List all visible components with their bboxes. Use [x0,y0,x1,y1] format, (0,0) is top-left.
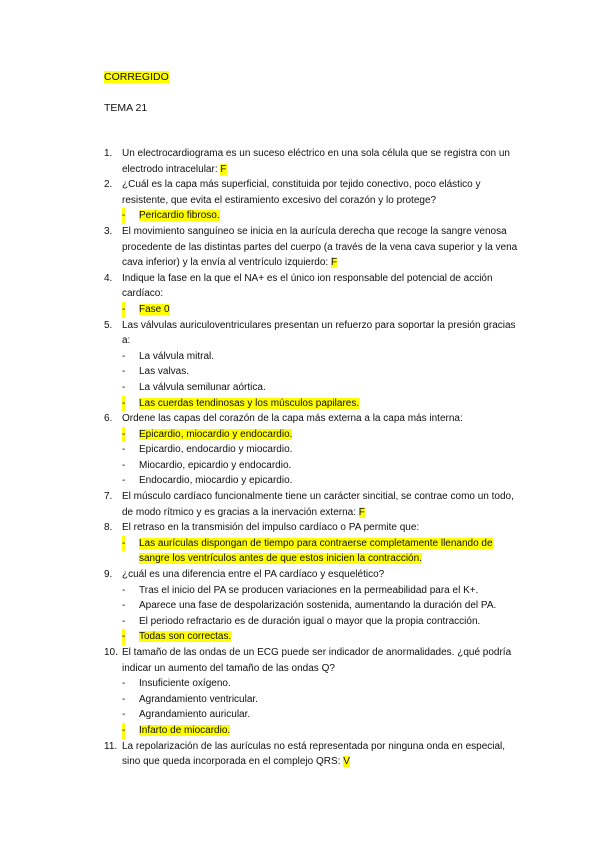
option-correct [104,536,524,567]
question-text: Indique la fase en la que el NA+ es el único ion responsable del potencial de acción cardíaco: [122,272,493,300]
option-text: Fase 0 [139,303,170,315]
option [104,692,524,708]
dash-bullet: - [122,536,125,552]
question-item [104,489,524,520]
question-number: 8. [104,522,113,534]
question-number: 3. [104,225,113,237]
dash-bullet: - [122,427,125,443]
question-item [104,224,524,271]
question-text-block [122,224,524,271]
topic-title: TEMA 21 [104,102,148,114]
option-text: Las valvas. [139,366,190,378]
question-text: El movimiento sanguíneo se inicia en la aurícula derecha que recoge la sangre venosa procedente de las distintas partes del cuerpo (a través de la vena cava superior y la vena cava inferior) y la envía al ventrículo izquierdo: [122,225,518,269]
question-number: 10. [104,647,118,658]
option-text: Epicardio, miocardio y endocardio. [139,428,293,440]
dash-bullet: - [122,208,125,224]
question-text-block [122,520,524,536]
question-text: Un electrocardiograma es un suceso eléctrico en una sola célula que se registra con un electrodo intracelular: [122,148,510,175]
dash-bullet: - [122,444,126,456]
option [104,676,524,692]
option-text: El periodo refractario es de duración igual o mayor que la propia contracción. [139,615,481,627]
question-text-block [122,645,524,676]
question-number: 5. [104,319,113,331]
dash-bullet: - [122,366,126,378]
question-number: 11. [104,740,118,752]
answer-mark: F [358,506,365,518]
dash-bullet: - [122,678,126,690]
option [104,380,524,396]
question-item [104,411,524,427]
dash-bullet: - [122,629,125,645]
question-text: El músculo cardíaco funcionalmente tiene un carácter sincitial, se contrae como un todo, de modo rítmico y es gracias a la inervación externa: [122,491,514,518]
option-correct [104,629,524,645]
dash-bullet: - [122,615,126,627]
option [104,583,524,599]
option-text: Pericardio fibroso. [139,210,220,222]
option-correct [104,208,524,224]
dash-bullet: - [122,381,126,393]
dash-bullet: - [122,302,125,318]
question-item [104,739,524,770]
question-list [104,146,524,770]
option [104,458,524,474]
option-text: Endocardio, miocardio y epicardio. [139,475,293,487]
question-text: El tamaño de las ondas de un ECG puede ser indicador de anormalidades. ¿qué podría indicar un aumento del tamaño de las ondas Q? [122,647,512,674]
option-text: Insuficiente oxígeno. [139,678,231,690]
option [104,473,524,489]
question-text: ¿Cuál es la capa más superficial, constituida por tejido conectivo, poco elástico y resistente, que evita el estiramiento excesivo del corazón y lo protege? [122,179,481,206]
question-number: 2. [104,179,113,191]
question-text-block [122,146,524,177]
question-number: 6. [104,413,113,425]
question-text: La repolarización de las aurículas no está representada por ninguna onda en especial, sino que queda incorporada en el complejo QRS: [122,740,506,768]
option [104,707,524,723]
dash-bullet: - [122,693,126,705]
option-text: Infarto de miocardio. [139,724,231,736]
question-number: 1. [104,148,113,159]
dash-bullet: - [122,709,126,721]
option-text: Las aurículas dispongan de tiempo para contraerse completamente llenando de sangre los ventrículos antes de que estos inicien la contracción. [139,537,493,565]
option [104,614,524,630]
option-text: Agrandamiento auricular. [139,709,251,721]
question-number: 9. [104,569,113,581]
dash-bullet: - [122,600,126,612]
question-text-block [122,271,524,302]
option-text: Tras el inicio del PA se producen variaciones en la permeabilidad para el K+. [139,584,479,596]
option-text: Las cuerdas tendinosas y los músculos papilares. [139,397,360,409]
option-text: Todas son correctas. [139,631,232,643]
option-correct [104,302,524,318]
question-item [104,318,524,349]
option-text: Aparece una fase de despolarización sostenida, aumentando la duración del PA. [139,600,497,612]
question-text-block [122,567,524,583]
question-item [104,177,524,208]
answer-mark: F [220,163,227,175]
option-correct [104,723,524,739]
dash-bullet: - [122,475,126,487]
question-text: Ordene las capas del corazón de la capa más externa a la capa más interna: [122,413,463,425]
option-text: Miocardio, epicardio y endocardio. [139,459,292,471]
dash-bullet: - [122,350,126,362]
question-number: 4. [104,272,113,284]
question-text: Las válvulas auriculoventriculares presentan un refuerzo para soportar la presión gracias a: [122,319,516,347]
option [104,349,524,365]
answer-mark: V [343,756,350,768]
option-text: La válvula mitral. [139,350,215,362]
dash-bullet: - [122,459,126,471]
corrected-label: CORREGIDO [104,71,169,83]
question-item [104,271,524,302]
option-text: La válvula semilunar aórtica. [139,381,266,393]
option [104,598,524,614]
dash-bullet: - [122,396,125,412]
option-text: Epicardio, endocardio y miocardio. [139,444,293,456]
option-text: Agrandamiento ventricular. [139,693,258,705]
question-item [104,567,524,583]
question-text-block [122,739,524,770]
option [104,442,524,458]
dash-bullet: - [122,584,126,596]
question-text-block [122,318,524,349]
question-text: ¿cuál es una diferencia entre el PA cardíaco y esquelético? [122,569,385,581]
option-correct [104,396,524,412]
question-item [104,520,524,536]
question-text-block [122,411,524,427]
dash-bullet: - [122,723,125,739]
question-item [104,146,524,177]
answer-mark: F [331,257,338,269]
question-number: 7. [104,491,113,503]
question-text-block [122,177,524,208]
question-text-block [122,489,524,520]
question-item [104,645,524,676]
question-text: El retraso en la transmisión del impulso cardíaco o PA permite que: [122,522,420,534]
option [104,364,524,380]
option-correct [104,427,524,443]
